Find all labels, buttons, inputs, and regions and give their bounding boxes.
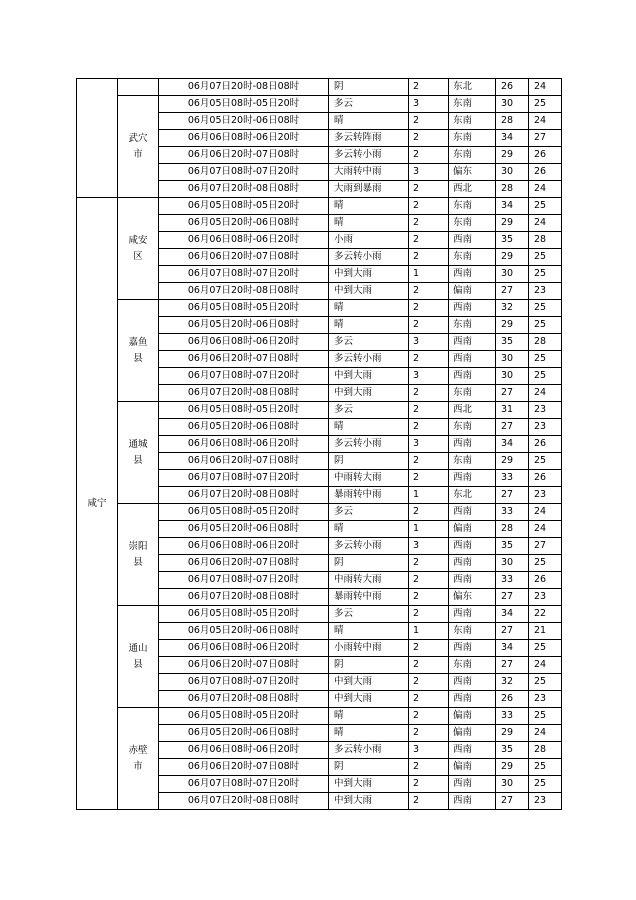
max-temp-cell: 27 [496,487,529,504]
wind-direction-cell: 西南 [449,470,496,487]
wind-direction-cell: 东南 [449,453,496,470]
max-temp-cell: 27 [496,385,529,402]
wind-level-cell: 3 [409,334,449,351]
wind-direction-cell: 西南 [449,691,496,708]
weather-cell: 多云 [329,96,409,113]
max-temp-cell: 30 [496,776,529,793]
wind-level-cell: 2 [409,351,449,368]
wind-level-cell: 1 [409,623,449,640]
time-period-cell: 06月07日08时-07日20时 [159,266,329,283]
max-temp-cell: 26 [496,691,529,708]
wind-direction-cell: 东南 [449,317,496,334]
county-name-cell: 武穴 市 [118,96,159,198]
max-temp-cell: 34 [496,130,529,147]
time-period-cell: 06月05日08时-05日20时 [159,708,329,725]
wind-level-cell: 3 [409,164,449,181]
min-temp-cell: 28 [529,742,562,759]
wind-direction-cell: 东南 [449,419,496,436]
wind-level-cell: 3 [409,436,449,453]
time-period-cell: 06月06日20时-07日08时 [159,147,329,164]
max-temp-cell: 30 [496,368,529,385]
min-temp-cell: 23 [529,589,562,606]
max-temp-cell: 27 [496,657,529,674]
min-temp-cell: 28 [529,232,562,249]
max-temp-cell: 29 [496,215,529,232]
wind-level-cell: 2 [409,113,449,130]
wind-direction-cell: 东南 [449,215,496,232]
wind-level-cell: 2 [409,198,449,215]
wind-level-cell: 2 [409,470,449,487]
weather-cell: 小雨 [329,232,409,249]
time-period-cell: 06月05日20时-06日08时 [159,113,329,130]
wind-direction-cell: 西南 [449,436,496,453]
wind-direction-cell: 西南 [449,368,496,385]
max-temp-cell: 35 [496,232,529,249]
max-temp-cell: 34 [496,436,529,453]
wind-direction-cell: 偏南 [449,708,496,725]
time-period-cell: 06月05日20时-06日08时 [159,521,329,538]
weather-cell: 中到大雨 [329,691,409,708]
wind-level-cell: 2 [409,776,449,793]
county-name-cell: 赤壁 市 [118,708,159,810]
weather-cell: 晴 [329,623,409,640]
max-temp-cell: 26 [496,79,529,96]
wind-level-cell: 2 [409,249,449,266]
wind-direction-cell: 东南 [449,657,496,674]
table-row [77,79,562,96]
weather-cell: 晴 [329,419,409,436]
wind-direction-cell: 西南 [449,776,496,793]
max-temp-cell: 29 [496,249,529,266]
wind-level-cell: 3 [409,538,449,555]
min-temp-cell: 25 [529,198,562,215]
min-temp-cell: 27 [529,130,562,147]
weather-cell: 多云 [329,402,409,419]
wind-direction-cell: 偏南 [449,759,496,776]
weather-cell: 晴 [329,725,409,742]
wind-level-cell: 2 [409,215,449,232]
max-temp-cell: 27 [496,793,529,810]
max-temp-cell: 27 [496,283,529,300]
time-period-cell: 06月07日20时-08日08时 [159,793,329,810]
wind-direction-cell: 东南 [449,130,496,147]
time-period-cell: 06月06日08时-06日20时 [159,742,329,759]
time-period-cell: 06月06日20时-07日08时 [159,453,329,470]
weather-cell: 晴 [329,215,409,232]
time-period-cell: 06月05日20时-06日08时 [159,725,329,742]
min-temp-cell: 26 [529,436,562,453]
weather-cell: 多云转小雨 [329,249,409,266]
wind-direction-cell: 偏东 [449,164,496,181]
table-row [77,606,562,623]
max-temp-cell: 30 [496,266,529,283]
min-temp-cell: 21 [529,623,562,640]
min-temp-cell: 28 [529,334,562,351]
time-period-cell: 06月07日20时-08日08时 [159,385,329,402]
max-temp-cell: 27 [496,589,529,606]
max-temp-cell: 35 [496,742,529,759]
wind-level-cell: 1 [409,521,449,538]
time-period-cell: 06月06日08时-06日20时 [159,232,329,249]
min-temp-cell: 25 [529,555,562,572]
table-body [77,79,562,810]
min-temp-cell: 26 [529,572,562,589]
wind-level-cell: 2 [409,640,449,657]
wind-direction-cell: 偏南 [449,521,496,538]
wind-direction-cell: 东南 [449,96,496,113]
min-temp-cell: 23 [529,691,562,708]
max-temp-cell: 32 [496,300,529,317]
wind-direction-cell: 西南 [449,555,496,572]
wind-direction-cell: 东南 [449,249,496,266]
city-name-cell [77,79,118,198]
weather-cell: 中到大雨 [329,385,409,402]
wind-direction-cell: 西南 [449,538,496,555]
county-name-cell: 通城 县 [118,402,159,504]
wind-level-cell: 2 [409,572,449,589]
wind-direction-cell: 东南 [449,147,496,164]
weather-cell: 晴 [329,521,409,538]
county-name-cell [118,79,159,96]
county-name-cell: 通山 县 [118,606,159,708]
min-temp-cell: 24 [529,385,562,402]
time-period-cell: 06月05日08时-05日20时 [159,606,329,623]
wind-direction-cell: 西南 [449,640,496,657]
weather-cell: 阴 [329,555,409,572]
min-temp-cell: 24 [529,215,562,232]
weather-cell: 多云转小雨 [329,538,409,555]
min-temp-cell: 23 [529,402,562,419]
min-temp-cell: 24 [529,725,562,742]
wind-direction-cell: 西南 [449,793,496,810]
min-temp-cell: 24 [529,657,562,674]
wind-level-cell: 2 [409,283,449,300]
time-period-cell: 06月06日08时-06日20时 [159,538,329,555]
min-temp-cell: 25 [529,453,562,470]
max-temp-cell: 29 [496,725,529,742]
wind-direction-cell: 西南 [449,572,496,589]
wind-direction-cell: 东北 [449,79,496,96]
weather-cell: 中雨转大雨 [329,470,409,487]
table-row [77,402,562,419]
time-period-cell: 06月06日08时-06日20时 [159,130,329,147]
min-temp-cell: 25 [529,708,562,725]
wind-direction-cell: 东南 [449,385,496,402]
max-temp-cell: 29 [496,317,529,334]
max-temp-cell: 33 [496,572,529,589]
wind-level-cell: 2 [409,79,449,96]
weather-cell: 多云转小雨 [329,742,409,759]
max-temp-cell: 28 [496,113,529,130]
max-temp-cell: 35 [496,538,529,555]
time-period-cell: 06月07日08时-07日20时 [159,776,329,793]
wind-level-cell: 2 [409,232,449,249]
wind-level-cell: 2 [409,453,449,470]
min-temp-cell: 24 [529,79,562,96]
wind-level-cell: 2 [409,130,449,147]
time-period-cell: 06月05日08时-05日20时 [159,504,329,521]
min-temp-cell: 26 [529,147,562,164]
max-temp-cell: 29 [496,759,529,776]
max-temp-cell: 27 [496,623,529,640]
wind-direction-cell: 东南 [449,198,496,215]
max-temp-cell: 33 [496,504,529,521]
weather-cell: 阴 [329,759,409,776]
time-period-cell: 06月07日20时-08日08时 [159,487,329,504]
min-temp-cell: 23 [529,487,562,504]
wind-direction-cell: 西南 [449,266,496,283]
table-row [77,708,562,725]
max-temp-cell: 32 [496,674,529,691]
wind-direction-cell: 西南 [449,674,496,691]
wind-direction-cell: 西南 [449,334,496,351]
county-name-cell: 咸安 区 [118,198,159,300]
max-temp-cell: 29 [496,147,529,164]
weather-cell: 晴 [329,708,409,725]
weather-cell: 小雨转中雨 [329,640,409,657]
wind-level-cell: 2 [409,385,449,402]
weather-cell: 多云 [329,334,409,351]
min-temp-cell: 25 [529,776,562,793]
min-temp-cell: 25 [529,266,562,283]
time-period-cell: 06月06日08时-06日20时 [159,640,329,657]
weather-cell: 中到大雨 [329,266,409,283]
time-period-cell: 06月07日08时-07日20时 [159,470,329,487]
max-temp-cell: 34 [496,640,529,657]
min-temp-cell: 26 [529,164,562,181]
max-temp-cell: 28 [496,521,529,538]
time-period-cell: 06月06日20时-07日08时 [159,351,329,368]
wind-direction-cell: 偏南 [449,725,496,742]
min-temp-cell: 25 [529,351,562,368]
wind-level-cell: 2 [409,402,449,419]
weather-cell: 晴 [329,113,409,130]
min-temp-cell: 25 [529,249,562,266]
time-period-cell: 06月07日08时-07日20时 [159,572,329,589]
wind-level-cell: 2 [409,708,449,725]
wind-direction-cell: 偏东 [449,589,496,606]
wind-direction-cell: 西南 [449,504,496,521]
wind-level-cell: 2 [409,589,449,606]
max-temp-cell: 30 [496,555,529,572]
max-temp-cell: 29 [496,453,529,470]
wind-level-cell: 3 [409,96,449,113]
wind-direction-cell: 西南 [449,742,496,759]
wind-direction-cell: 西南 [449,300,496,317]
table-row [77,300,562,317]
time-period-cell: 06月07日20时-08日08时 [159,79,329,96]
max-temp-cell: 35 [496,334,529,351]
forecast-table [76,78,562,810]
weather-cell: 阴 [329,453,409,470]
min-temp-cell: 25 [529,368,562,385]
min-temp-cell: 25 [529,640,562,657]
min-temp-cell: 25 [529,759,562,776]
wind-level-cell: 3 [409,742,449,759]
min-temp-cell: 24 [529,521,562,538]
weather-cell: 多云转小雨 [329,351,409,368]
weather-cell: 大雨转中雨 [329,164,409,181]
min-temp-cell: 25 [529,96,562,113]
weather-cell: 多云 [329,504,409,521]
time-period-cell: 06月06日20时-07日08时 [159,759,329,776]
time-period-cell: 06月05日20时-06日08时 [159,215,329,232]
wind-level-cell: 2 [409,674,449,691]
weather-cell: 中到大雨 [329,283,409,300]
wind-level-cell: 1 [409,266,449,283]
wind-level-cell: 2 [409,691,449,708]
min-temp-cell: 25 [529,317,562,334]
min-temp-cell: 24 [529,181,562,198]
min-temp-cell: 23 [529,793,562,810]
wind-level-cell: 2 [409,300,449,317]
max-temp-cell: 30 [496,164,529,181]
wind-direction-cell: 西南 [449,232,496,249]
max-temp-cell: 33 [496,470,529,487]
wind-direction-cell: 西南 [449,351,496,368]
city-name-cell: 咸宁 [77,198,118,810]
min-temp-cell: 23 [529,419,562,436]
wind-level-cell: 2 [409,419,449,436]
time-period-cell: 06月06日20时-07日08时 [159,657,329,674]
wind-level-cell: 2 [409,606,449,623]
wind-level-cell: 2 [409,759,449,776]
wind-level-cell: 2 [409,504,449,521]
wind-direction-cell: 西北 [449,402,496,419]
weather-cell: 暴雨转中雨 [329,589,409,606]
weather-cell: 阴 [329,79,409,96]
wind-level-cell: 2 [409,657,449,674]
time-period-cell: 06月06日20时-07日08时 [159,249,329,266]
min-temp-cell: 24 [529,504,562,521]
time-period-cell: 06月05日08时-05日20时 [159,96,329,113]
wind-direction-cell: 东南 [449,113,496,130]
max-temp-cell: 31 [496,402,529,419]
time-period-cell: 06月07日20时-08日08时 [159,283,329,300]
table-row [77,504,562,521]
max-temp-cell: 30 [496,96,529,113]
max-temp-cell: 33 [496,708,529,725]
min-temp-cell: 22 [529,606,562,623]
weather-cell: 晴 [329,198,409,215]
time-period-cell: 06月06日08时-06日20时 [159,334,329,351]
wind-level-cell: 2 [409,725,449,742]
min-temp-cell: 27 [529,538,562,555]
wind-level-cell: 2 [409,147,449,164]
weather-cell: 多云 [329,606,409,623]
weather-cell: 中到大雨 [329,793,409,810]
time-period-cell: 06月05日08时-05日20时 [159,300,329,317]
time-period-cell: 06月07日20时-08日08时 [159,691,329,708]
weather-cell: 暴雨转中雨 [329,487,409,504]
wind-level-cell: 2 [409,181,449,198]
wind-level-cell: 2 [409,793,449,810]
table-row [77,198,562,215]
min-temp-cell: 25 [529,300,562,317]
time-period-cell: 06月06日20时-07日08时 [159,555,329,572]
weather-cell: 多云转小雨 [329,147,409,164]
weather-cell: 阴 [329,657,409,674]
time-period-cell: 06月05日20时-06日08时 [159,317,329,334]
wind-level-cell: 3 [409,368,449,385]
wind-level-cell: 1 [409,487,449,504]
wind-direction-cell: 东南 [449,623,496,640]
min-temp-cell: 25 [529,674,562,691]
weather-cell: 晴 [329,300,409,317]
wind-level-cell: 2 [409,555,449,572]
weather-cell: 多云转小雨 [329,436,409,453]
weather-cell: 大雨到暴雨 [329,181,409,198]
wind-level-cell: 2 [409,317,449,334]
weather-cell: 中到大雨 [329,368,409,385]
time-period-cell: 06月07日08时-07日20时 [159,674,329,691]
table-row [77,96,562,113]
county-name-cell: 嘉鱼 县 [118,300,159,402]
county-name-cell: 崇阳 县 [118,504,159,606]
max-temp-cell: 34 [496,198,529,215]
time-period-cell: 06月05日08时-05日20时 [159,198,329,215]
max-temp-cell: 27 [496,419,529,436]
wind-direction-cell: 偏南 [449,283,496,300]
time-period-cell: 06月07日20时-08日08时 [159,589,329,606]
time-period-cell: 06月07日08时-07日20时 [159,368,329,385]
time-period-cell: 06月07日20时-08日08时 [159,181,329,198]
weather-cell: 中雨转大雨 [329,572,409,589]
min-temp-cell: 26 [529,470,562,487]
time-period-cell: 06月06日08时-06日20时 [159,436,329,453]
time-period-cell: 06月07日08时-07日20时 [159,164,329,181]
weather-cell: 晴 [329,317,409,334]
weather-cell: 多云转阵雨 [329,130,409,147]
time-period-cell: 06月05日20时-06日08时 [159,419,329,436]
weather-cell: 中到大雨 [329,674,409,691]
weather-cell: 中到大雨 [329,776,409,793]
wind-direction-cell: 西南 [449,606,496,623]
min-temp-cell: 24 [529,113,562,130]
max-temp-cell: 30 [496,351,529,368]
time-period-cell: 06月05日20时-06日08时 [159,623,329,640]
wind-direction-cell: 西北 [449,181,496,198]
min-temp-cell: 23 [529,283,562,300]
time-period-cell: 06月05日08时-05日20时 [159,402,329,419]
wind-direction-cell: 东北 [449,487,496,504]
max-temp-cell: 34 [496,606,529,623]
max-temp-cell: 28 [496,181,529,198]
